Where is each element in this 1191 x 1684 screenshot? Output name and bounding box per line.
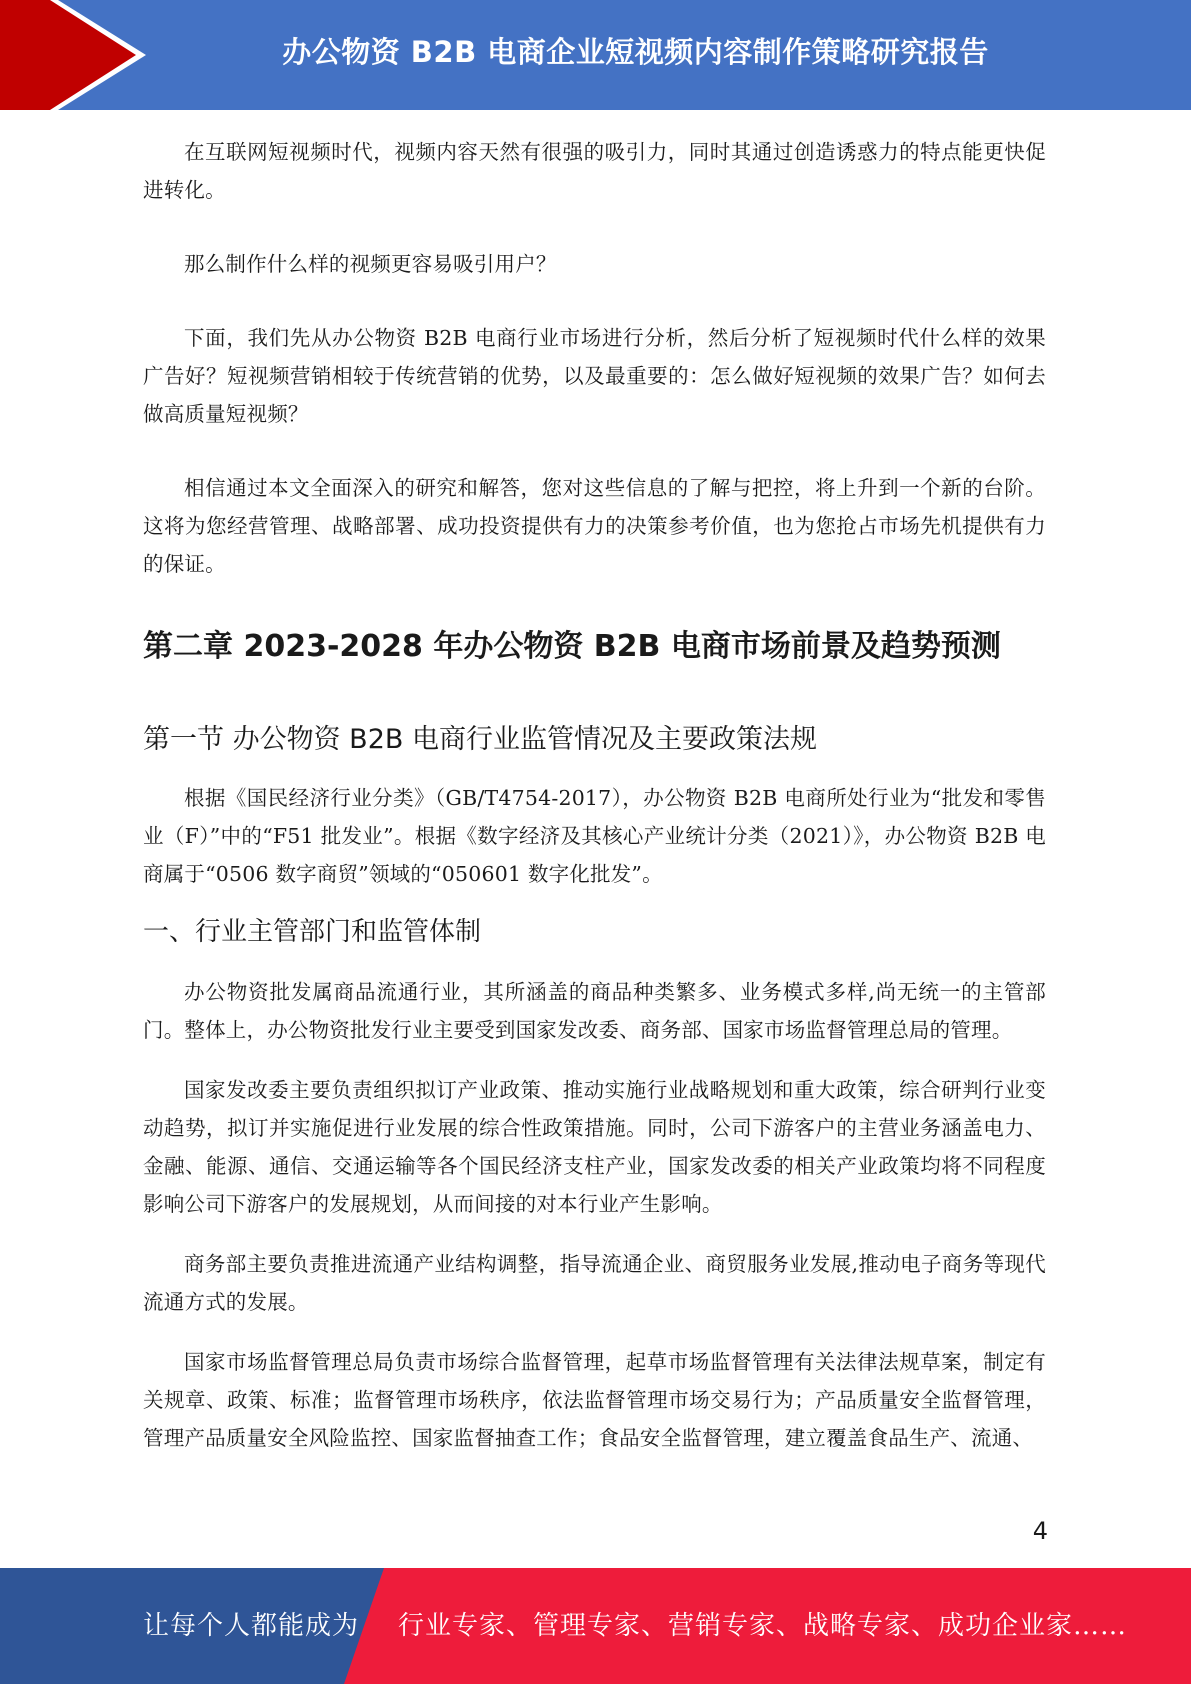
report-title: 办公物资 B2B 电商企业短视频内容制作策略研究报告 (282, 35, 989, 69)
intro-paragraph-4: 相信通过本文全面深入的研究和解答，您对这些信息的了解与把控，将上升到一个新的台阶。这将为您经营管理、战略部署、成功投资提供有力的决策参考价值，也为您抢占市场先机提供有力的保证。 (143, 476, 1046, 576)
intro-paragraph-1: 在互联网短视频时代，视频内容天然有很强的吸引力，同时其通过创造诱惑力的特点能更快促进转化。 (143, 140, 1046, 202)
section-paragraph-1: 根据《国民经济行业分类》（GB/T4754-2017），办公物资 B2B 电商所处行业为“批发和零售业（F）”中的“F51 批发业”。根据《数字经济及其核心产业统计分类（2021）》，办公物资 B2B 电商属于“0506 数字商贸”领域的“050601 数字化批发”。 (143, 786, 1046, 886)
page-header (0, 0, 1191, 110)
subsection-paragraph-2: 国家发改委主要负责组织拟订产业政策、推动实施行业战略规划和重大政策，综合研判行业变动趋势，拟订并实施促进行业发展的综合性政策措施。同时，公司下游客户的主营业务涵盖电力、金融、能源、通信、交通运输等各个国民经济支柱产业，国家发改委的相关产业政策均将不同程度影响公司下游客户的发展规划，从而间接的对本行业产生影响。 (143, 1078, 1046, 1216)
subsection-heading: 一、行业主管部门和监管体制 (143, 917, 482, 947)
page-footer (0, 1568, 1191, 1684)
subsection-paragraph-4: 国家市场监督管理总局负责市场综合监督管理，起草市场监督管理有关法律法规草案，制定有关规章、政策、标准；监督管理市场秩序，依法监督管理市场交易行为；产品质量安全监督管理，管理产品质量安全风险监控、国家监督抽查工作；食品安全监督管理，建立覆盖食品生产、流通、 (143, 1350, 1046, 1450)
document-body (143, 133, 1046, 1457)
section-heading: 第一节 办公物资 B2B 电商行业监管情况及主要政策法规 (143, 724, 817, 755)
footer-slogan-right: 行业专家、管理专家、营销专家、战略专家、成功企业家…… (398, 1611, 1128, 1641)
chapter-heading: 第二章 2023-2028 年办公物资 B2B 电商市场前景及趋势预测 (143, 629, 1001, 664)
subsection-paragraph-1: 办公物资批发属商品流通行业，其所涵盖的商品种类繁多、业务模式多样,尚无统一的主管部门。整体上，办公物资批发行业主要受到国家发改委、商务部、国家市场监督管理总局的管理。 (143, 980, 1046, 1042)
subsection-paragraph-3: 商务部主要负责推进流通产业结构调整，指导流通企业、商贸服务业发展,推动电子商务等现代流通方式的发展。 (143, 1252, 1046, 1314)
intro-paragraph-2: 那么制作什么样的视频更容易吸引用户？ (184, 252, 557, 276)
footer-slogan-left: 让每个人都能成为 (143, 1611, 360, 1641)
intro-paragraph-3: 下面，我们先从办公物资 B2B 电商行业市场进行分析，然后分析了短视频时代什么样的效果广告好？短视频营销相较于传统营销的优势，以及最重要的：怎么做好短视频的效果广告？如何去做高质量短视频？ (143, 326, 1046, 426)
page-number: 4 (1032, 1517, 1048, 1545)
